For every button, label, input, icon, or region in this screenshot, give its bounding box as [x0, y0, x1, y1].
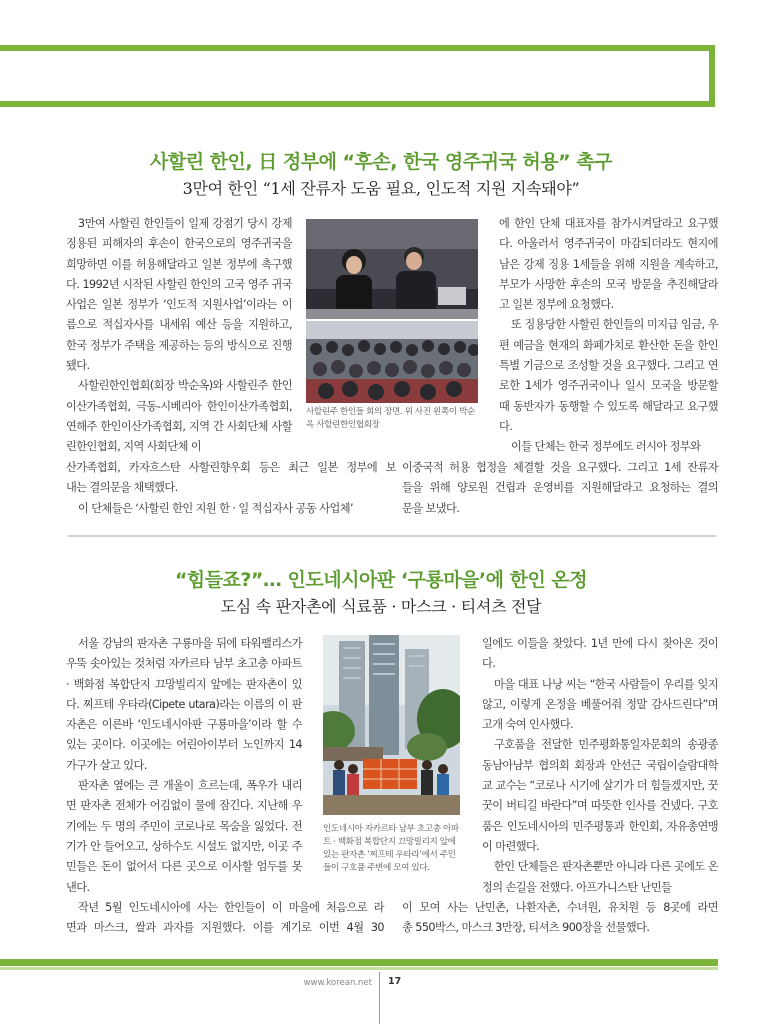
article1-photo	[306, 219, 478, 403]
article1-wide-line: 이중국적 허용 협정을 체결할 것을 요구했다. 그리고 1세 잔류자	[402, 461, 718, 474]
article1-right-column	[499, 214, 718, 458]
article2-paragraph: 판자촌 옆에는 큰 개울이 흐르는데, 폭우가 내리면 판자촌 전체가 어김없이 물에 잠긴다. 지난해 우기에는 두 명의 주민이 코로나로 목숨을 잃었다. 전기가 안 들어오고, 상하수도 시설도 없지만, 이곳 주민들은 돈이 없어서 다른 곳으로 이사할 엄두를 못 낸다.	[66, 779, 302, 894]
article2-photo	[323, 635, 460, 815]
article1-paragraph: 이들 단체는 한국 정부에도 러시아 정부와	[511, 440, 701, 454]
article1-paragraph: 또 징용당한 사할린 한인들의 미지급 임금, 우편 예금을 현재의 화폐가치로 환산한 돈을 한인 특별 기금으로 조성할 것을 요구했다. 그리고 연로한 1세가 영주귀국이나 일시 모국을 방문할 때 동반자가 동행할 수 있도록 해달라고 요구했다.	[499, 318, 718, 433]
article1-wide-line: 들을 위해 양로원 건립과 운영비를 지원해달라고 요청하는 결의	[402, 481, 718, 495]
article2-paragraph: 일에도 이들을 찾았다. 1년 만에 다시 찾아온 것이다.	[482, 637, 718, 671]
article2-right-column	[482, 634, 718, 898]
top-banner	[0, 0, 762, 110]
article1-paragraph: 에 한인 단체 대표자를 참가시켜달라고 요구했다. 아울러서 영주귀국이 마감되더라도 현지에 남은 강제 징용 1세들을 위해 지원을 계속하고, 부모가 사망한 후손의 모국 방문을 추진해달라고 일본 정부에 요청했다.	[499, 217, 718, 312]
article2-title: “힘들죠?”… 인도네시아판 ‘구룡마을’에 한인 온정	[174, 569, 588, 591]
footer-url: www.korean.net	[303, 978, 372, 988]
article1-paragraph: 3만여 사할린 한인들이 일제 강점기 당시 강제 징용된 피해자의 후손이 한국으로의 영주귀국을 희망하면 이를 허용해달라고 일본 정부에 촉구했다. 1992년 시작된 사할린 한인의 고국 영주 귀국 사업은 일본 정부가 ‘인도적 지원사업’이라는 이름으로 적십자사를 내세워 예산 등을 지원하고, 한국 정부가 주택을 제공하는 등의 방식으로 진행됐다.	[66, 217, 292, 373]
article1-wide-line: 이 단체들은 ‘사할린 한인 지원 한 · 일 적십자사 공동 사업체’	[78, 501, 353, 515]
article2-paragraph: 구호품을 전달한 민주평화통일자문회의 송광종 동남아남부 협의회 회장과 안선근 국립이슬람대학교 교수는 “코로나 시기에 살기가 더 힘들겠지만, 꿋꿋이 버티길 바란다”며 따뜻한 인사를 건넸다. 구호품은 인도네시아의 민주평통과 한인회, 자유총연맹이 마련했다.	[482, 738, 718, 853]
article2-paragraph: 마을 대표 나낭 씨는 “한국 사람들이 우리를 잊지 않고, 이렇게 온정을 베풀어줘 정말 감사드린다”며 고개 숙여 인사했다.	[482, 677, 718, 732]
article2-wide-line: 면과 마스크, 쌀과 과자를 지원했다. 이를 계기로 이번 4월 30	[66, 921, 384, 935]
article1-title: 사할린 한인, 日 정부에 “후손, 한국 영주귀국 허용” 촉구	[150, 151, 612, 173]
article1-subtitle: 3만여 한인 “1세 잔류자 도움 필요, 인도적 지원 지속돼야”	[182, 179, 580, 198]
section-divider	[68, 535, 716, 537]
top-banner-frame	[0, 45, 715, 107]
article1-wide-block	[66, 458, 396, 519]
article2-paragraph: 한인 단체들은 판자촌뿐만 아니라 다른 곳에도 온정의 손길을 전했다. 아프가니스탄 난민들	[482, 860, 718, 894]
bottom-green-bar	[0, 959, 718, 966]
article1-wide-line: 산가족협회, 카자흐스탄 사할린향우회 등은 최근 일본 정부에 보	[66, 461, 396, 474]
article2-wide-line: 총 550박스, 마스크 3만장, 티셔츠 900장을 선물했다.	[402, 921, 650, 935]
bottom-green-bar-light	[0, 967, 718, 970]
article2-paragraph: 서울 강남의 판자촌 구룡마을 뒤에 타워팰리스가 우뚝 솟아있는 것처럼 자카르타 남부 초고층 아파트 · 백화점 복합단지 끄망빌리지 앞에는 판자촌이 있다. 찌프테 우타라(Cipete utara)라는 이름의 이 판자촌은 이른바 ‘인도네시아판 구룡마을’이라 할 수 있는 곳이다. 이곳에는 어린아이부터 노인까지 14가구가 살고 있다.	[66, 637, 302, 772]
article1-right-wide-block	[402, 458, 718, 519]
article2-caption: 인도네시아 자카르타 남부 초고층 아파트 · 백화점 복합단지 끄망빌리지 앞에 있는 판자촌 ‘찌프테 우타라’에서 주민들이 구호품 주변에 모여 있다.	[323, 824, 459, 873]
article1-wide-line: 문을 보냈다.	[402, 501, 460, 515]
article2-wide-line: 작년 5월 인도네시아에 사는 한인들이 이 마을에 처음으로 라	[78, 901, 384, 914]
article2-wide-block	[66, 898, 384, 939]
article2-right-wide-block	[402, 898, 718, 939]
article1-paragraph: 사할린한인협회(회장 박순옥)와 사할린주 한인이산가족협회, 극동-시베리아 한인이산가족협회, 연해주 한인이산가족협회, 지역 간 사회단체 사할린한인협회, 지역 사회단체 이	[66, 379, 292, 454]
page-number: 17	[388, 976, 402, 987]
article2-subtitle: 도심 속 판자촌에 식료품 · 마스크 · 티셔츠 전달	[220, 597, 542, 616]
footer-separator	[379, 972, 380, 1024]
article1-caption: 사할린주 한인들 회의 장면. 위 사진 왼쪽이 박순옥 사할린한인협회장	[306, 407, 475, 430]
article2-left-column	[66, 634, 302, 898]
article1-left-column	[66, 214, 292, 458]
article2-wide-line: 이 모여 사는 난민촌, 나환자촌, 수녀원, 유치원 등 8곳에 라면	[402, 901, 718, 914]
article1-wide-line: 내는 결의문을 채택했다.	[66, 481, 178, 495]
